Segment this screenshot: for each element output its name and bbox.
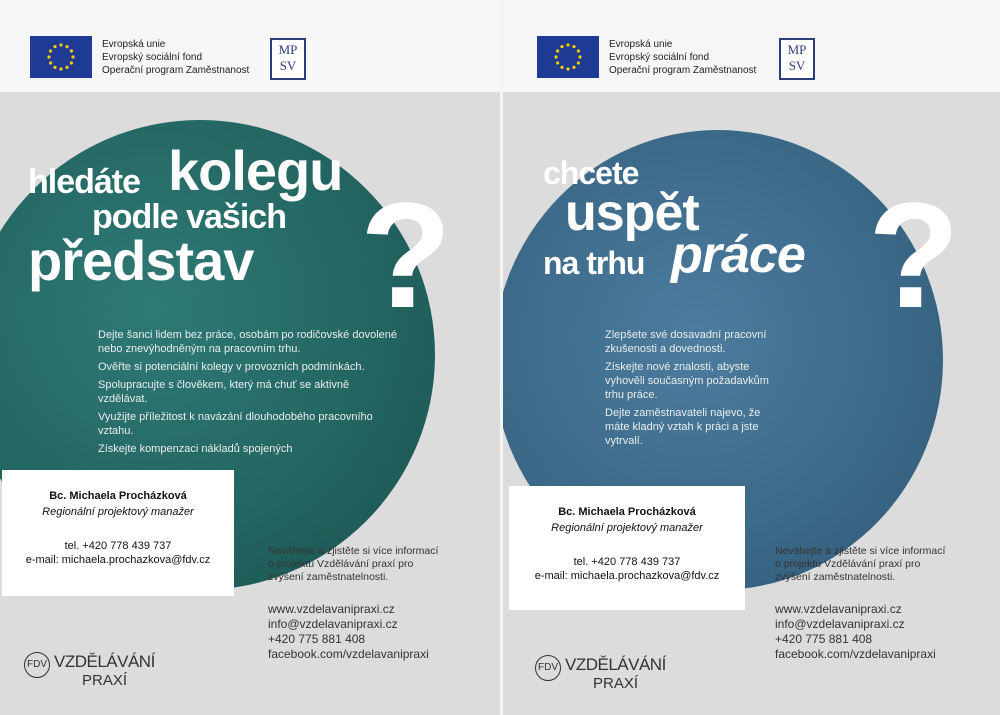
vzdelavani-praxi-logo [24, 652, 184, 696]
contact-card [2, 470, 234, 596]
info-text [268, 545, 438, 584]
headline-predstav: představ [28, 229, 254, 292]
benefit-item: Ověřte si potenciální kolegy v provozních podmínkách. [98, 361, 365, 373]
info-text [775, 545, 945, 584]
benefit-item: Zlepšete své dosavadní pracovní zkušenosti a dovednosti. [605, 329, 767, 355]
contact-phone: tel. +420 778 439 737 [64, 540, 172, 552]
flyer-jobseekers [503, 0, 1000, 715]
eu-line: Evropský sociální fond [102, 52, 203, 63]
mpsv-logo-bottom: SV [279, 58, 297, 73]
contact-role: Regionální projektový manažer [42, 506, 194, 518]
project-contacts [268, 602, 429, 662]
benefit-item: Spolupracujte s člověkem, který má chuť se aktivně vzdělávat. [98, 379, 350, 405]
phone-number: +420 775 881 408 [775, 632, 873, 646]
eu-flag-icon [537, 36, 599, 78]
benefits-list [605, 328, 785, 452]
question-mark: ? [360, 171, 452, 339]
headline-na-trhu: na trhu [543, 245, 645, 281]
flyer-header [0, 0, 500, 92]
fdv-logo-icon: FDV [24, 652, 50, 678]
info-line: o projektu Vzdělávání praxí pro [775, 558, 921, 570]
website-link[interactable]: www.vzdelavanipraxi.cz [775, 602, 902, 616]
fdv-logo-icon: FDV [535, 655, 561, 681]
contact-card [509, 486, 745, 610]
benefit-item: Dejte šanci lidem bez práce, osobám po rodičovské dovolené nebo znevýhodněným na pracovním trhu. [98, 329, 397, 355]
headline-uspet: uspět [565, 184, 699, 242]
facebook-link[interactable]: facebook.com/vzdelavanipraxi [268, 647, 429, 661]
vzdelavani-praxi-logo [535, 655, 695, 699]
mpsv-logo [779, 38, 815, 80]
info-line: Neváhejte a zjistěte si více informací [775, 545, 946, 557]
eu-line: Evropská unie [609, 39, 673, 50]
headline-kolegu: kolegu [168, 139, 343, 202]
eu-flag-icon [30, 36, 92, 78]
email-link[interactable]: info@vzdelavanipraxi.cz [775, 617, 905, 631]
logo-word-praxi: PRAXÍ [82, 672, 128, 689]
contact-email: e-mail: michaela.prochazkova@fdv.cz [534, 570, 720, 582]
eu-line: Evropský sociální fond [609, 52, 710, 63]
benefit-item: Dejte zaměstnavateli najevo, že máte kladný vztah k práci a jste vytrvalí. [605, 407, 761, 447]
contact-name: Bc. Michaela Procházková [558, 506, 696, 518]
contact-role: Regionální projektový manažer [551, 522, 703, 534]
phone-number: +420 775 881 408 [268, 632, 366, 646]
mpsv-logo [270, 38, 306, 80]
project-contacts [775, 602, 936, 662]
facebook-link[interactable]: facebook.com/vzdelavanipraxi [775, 647, 936, 661]
mpsv-logo-bottom: SV [788, 58, 806, 73]
benefits-list [98, 328, 398, 460]
benefit-item: Získejte kompenzaci nákladů spojených [98, 443, 293, 455]
email-link[interactable]: info@vzdelavanipraxi.cz [268, 617, 398, 631]
logo-word-vzdelavani: VZDĚLÁVÁNÍ [54, 652, 155, 671]
headline-chcete: chcete [543, 155, 639, 191]
logo-word-praxi: PRAXÍ [593, 675, 639, 692]
mpsv-logo-top: MP [278, 42, 298, 57]
info-line: zvýšení zaměstnatelnosti. [775, 571, 896, 583]
headline-hledate: hledáte [28, 163, 141, 201]
info-line: zvýšení zaměstnatelnosti. [268, 571, 389, 583]
eu-program-text [102, 38, 249, 77]
info-line: o projektu Vzdělávání praxí pro [268, 558, 414, 570]
eu-program-text [609, 38, 756, 77]
benefit-item: Získejte nové znalosti, abyste vyhověli současným požadavkům trhu práce. [605, 361, 769, 401]
headline-podle-vasich: podle vašich [92, 198, 286, 236]
question-mark: ? [868, 171, 960, 339]
eu-line: Operační program Zaměstnanost [609, 65, 757, 76]
flyer-header [503, 0, 1000, 92]
contact-phone: tel. +420 778 439 737 [573, 556, 681, 568]
mpsv-logo-top: MP [787, 42, 807, 57]
benefit-item: Využijte příležitost k navázání dlouhodobého pracovního vztahu. [98, 411, 373, 437]
contact-email: e-mail: michaela.prochazkova@fdv.cz [25, 554, 211, 566]
headline-prace: práce [671, 226, 805, 284]
info-line: Neváhejte a zjistěte si více informací [268, 545, 439, 557]
eu-line: Evropská unie [102, 39, 166, 50]
logo-word-vzdelavani: VZDĚLÁVÁNÍ [565, 655, 666, 674]
website-link[interactable]: www.vzdelavanipraxi.cz [268, 602, 395, 616]
eu-line: Operační program Zaměstnanost [102, 65, 250, 76]
contact-name: Bc. Michaela Procházková [49, 490, 187, 502]
